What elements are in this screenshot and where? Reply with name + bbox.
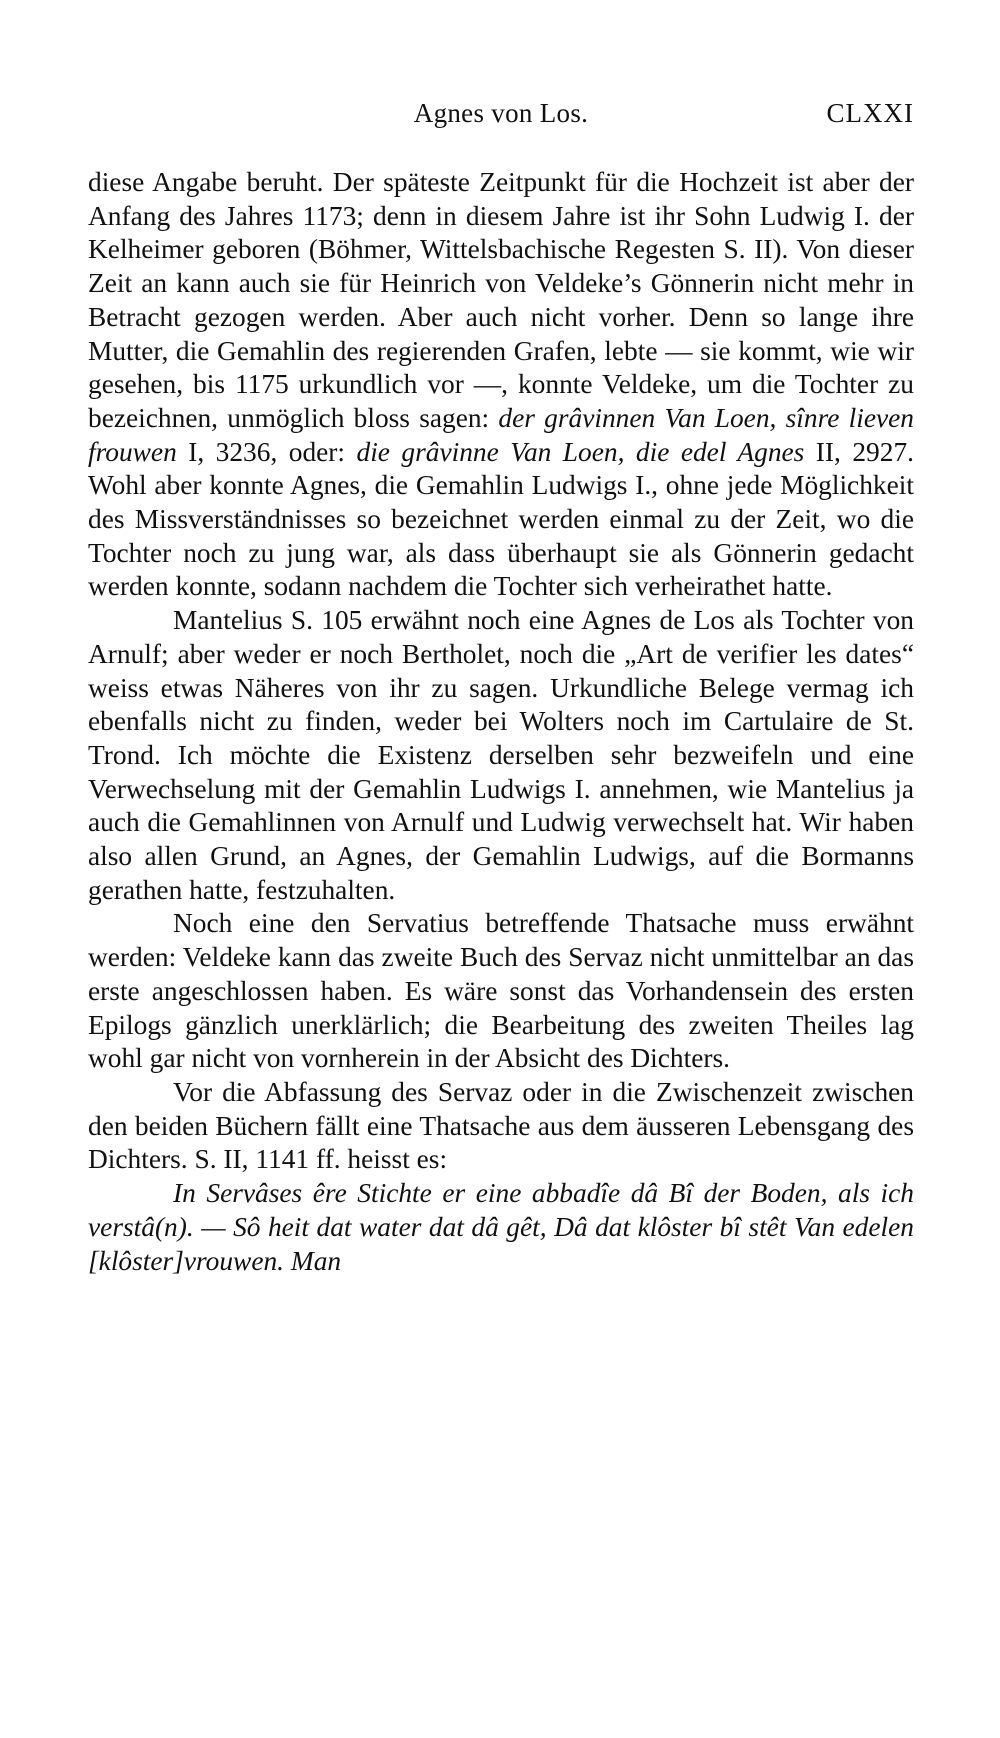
- text-run: II, 2927. Wohl aber konnte Agnes, die Gemahlin Ludwigs I., ohne jede Möglichkeit des Missverständnisses so bezeichnet werden einmal zu der Zeit, wo die Tochter noch zu jung war, als dass überhaupt sie als Gönnerin gedacht werden konnte, sodann nachdem die Tochter sich verheirathet hatte.: [88, 436, 914, 602]
- page-header: [88, 98, 914, 138]
- italic-quote: die grâvinne Van Loen, die edel Agnes: [356, 436, 805, 467]
- running-title: Agnes von Los.: [413, 98, 589, 128]
- paragraph-3: [88, 907, 914, 1076]
- verse-quotation: [88, 1177, 914, 1278]
- text-run: Mantelius S. 105 erwähnt noch eine Agnes de Los als Tochter von Arnulf; aber weder er noch Bertholet, noch die „Art de verifier les dates“ weiss etwas Näheres von ihr zu sagen. Urkundliche Belege vermag ich ebenfalls nicht zu finden, weder bei Wolters noch im Cartulaire de St. Trond. Ich möchte die Existenz derselben sehr bezweifeln und eine Verwechselung mit der Gemahlin Ludwigs I. annehmen, wie Mantelius ja auch die Gemahlinnen von Arnulf und Ludwig verwechselt hat. Wir haben also allen Grund, an Agnes, der Gemahlin Ludwigs, auf die Bormanns gerathen hatte, festzuhalten.: [88, 605, 914, 905]
- text-run: I, 3236, oder:: [176, 436, 357, 467]
- text-run: Vor die Abfassung des Servaz oder in die Zwischenzeit zwischen den beiden Büchern fällt eine Thatsache aus dem äusseren Lebensgang des Dichters. S. II, 1141 ff. heisst es:: [88, 1076, 914, 1175]
- text-run: diese Angabe beruht. Der späteste Zeitpunkt für die Hochzeit ist aber der Anfang des Jahres 1173; denn in diesem Jahre ist ihr Sohn Ludwig I. der Kelheimer geboren (Böhmer, Wittelsbachische Regesten S. II). Von dieser Zeit an kann auch sie für Heinrich von Veldeke’s Gönnerin nicht mehr in Betracht gezogen werden. Aber auch nicht vorher. Denn so lange ihre Mutter, die Gemahlin des regierenden Grafen, lebte — sie kommt, wie wir gesehen, bis 1175 urkundlich vor —, konnte Veldeke, um die Tochter zu bezeichnen, unmöglich bloss sagen:: [88, 167, 914, 433]
- paragraph-1: [88, 166, 914, 604]
- text-run: Noch eine den Servatius betreffende Thatsache muss erwähnt werden: Veldeke kann das zweite Buch des Servaz nicht unmittelbar an das erste angeschlossen haben. Es wäre sonst das Vorhandensein des ersten Epilogs gänzlich unerklärlich; die Bearbeitung des zweiten Theiles lag wohl gar nicht von vornherein in der Absicht des Dichters.: [88, 908, 914, 1074]
- paragraph-2: [88, 604, 914, 907]
- body-text: [88, 166, 914, 1278]
- paragraph-4: [88, 1076, 914, 1177]
- text-run: In Servâses êre Stichte er eine abbadîe dâ Bî der Boden, als ich verstâ(n). — Sô heit dat water dat dâ gêt, Dâ dat klôster bî stêt Van edelen [klôster]vrouwen. Man: [88, 1178, 914, 1276]
- italic-quote: der grâvinnen Van Loen, sînre lieven frouwen: [88, 402, 914, 467]
- page-number: CLXXI: [826, 98, 914, 128]
